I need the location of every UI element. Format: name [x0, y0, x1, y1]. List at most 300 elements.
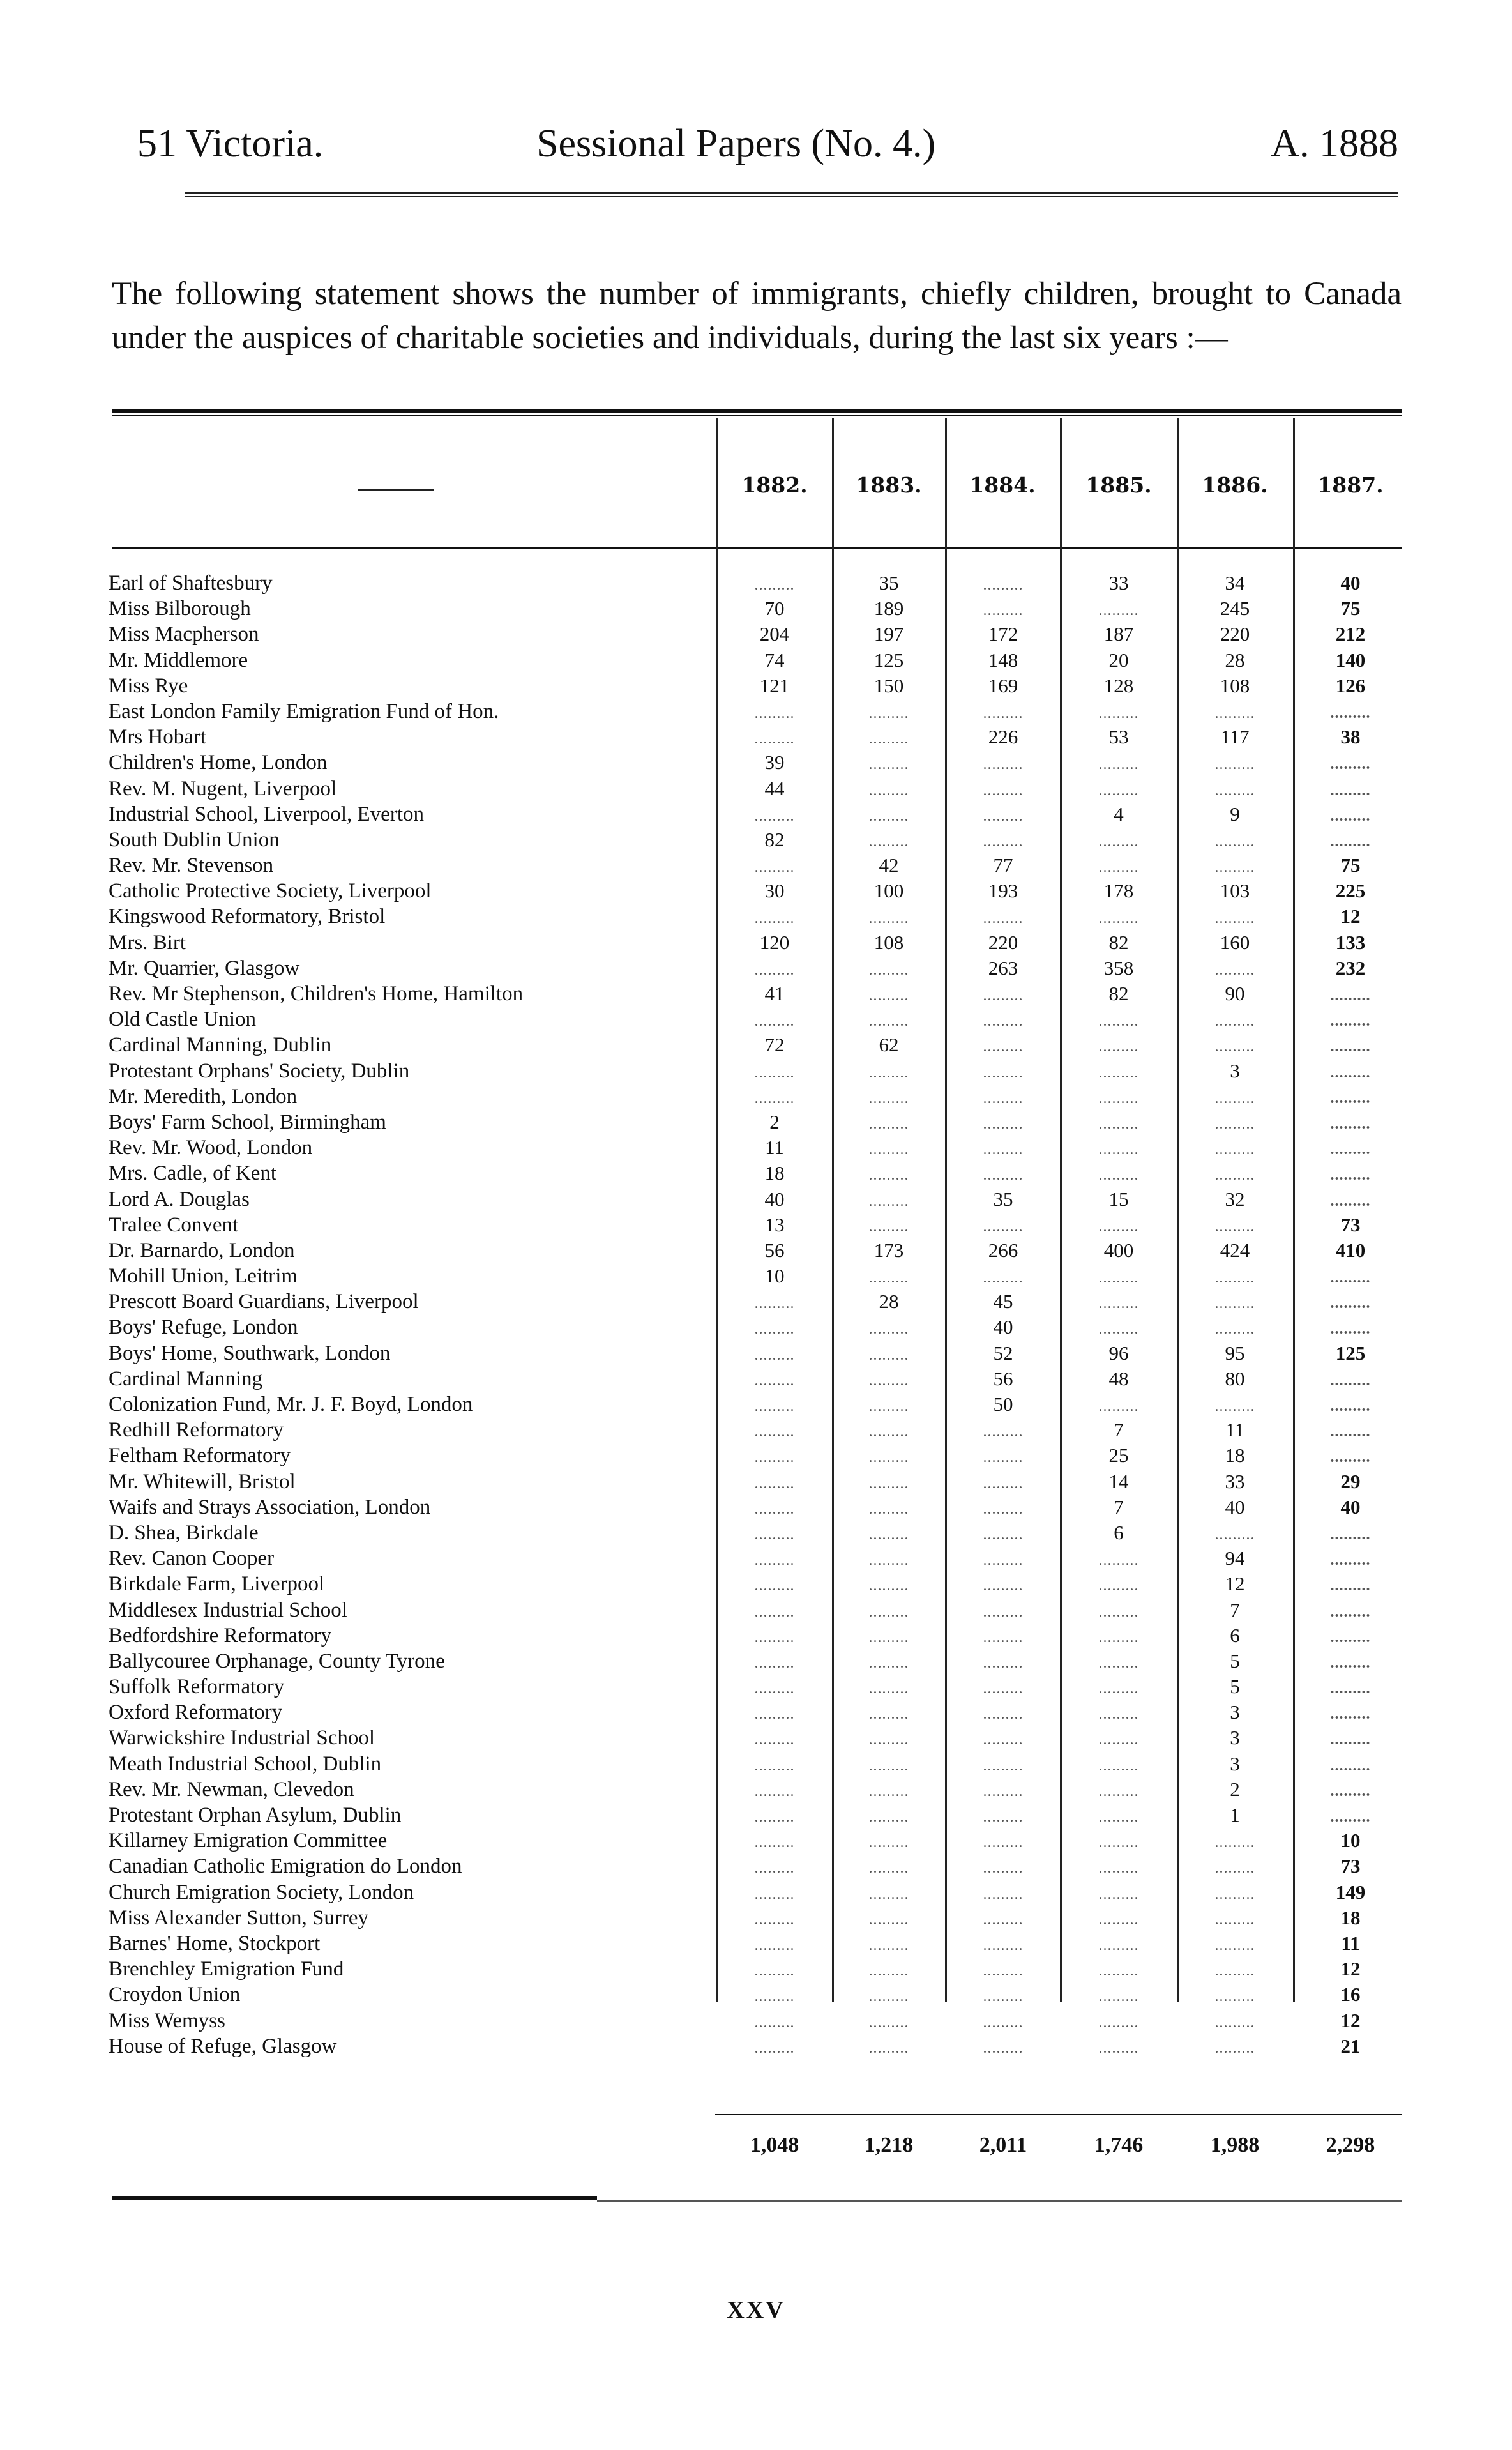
cell-1884: ......... [983, 1654, 1024, 1671]
cell-1884: ......... [983, 1834, 1024, 1852]
cell-1885: ......... [1098, 1552, 1139, 1569]
cell-1883: ......... [868, 1860, 909, 1877]
cell-1885: 14 [1108, 1470, 1129, 1493]
cell-1883: ......... [868, 1963, 909, 1980]
cell-1882: ......... [754, 1834, 795, 1852]
cell-1883: ......... [868, 1372, 909, 1389]
cell-1887: ......... [1330, 1141, 1371, 1159]
cell-1886: ......... [1214, 1885, 1255, 1903]
cell-1882: 204 [759, 623, 790, 646]
cell-1887: 410 [1335, 1238, 1366, 1261]
row-label: Mrs Hobart [109, 726, 207, 749]
cell-1883: 197 [873, 623, 904, 646]
cell-1885: ......... [1098, 1321, 1139, 1338]
bottom-rule-thin [597, 2200, 1402, 2202]
cell-1884: ......... [983, 756, 1024, 773]
cell-1884: ......... [983, 1731, 1024, 1749]
cell-1886: ......... [1214, 782, 1255, 799]
cell-1883: ......... [868, 731, 909, 748]
cell-1883: ......... [868, 1783, 909, 1800]
cell-1884: ......... [983, 1270, 1024, 1287]
cell-1885: ......... [1098, 833, 1139, 850]
cell-1887: ......... [1330, 1039, 1371, 1056]
row-label: Warwickshire Industrial School [109, 1726, 375, 1750]
cell-1885: ......... [1098, 1603, 1139, 1620]
cell-1885: 48 [1108, 1367, 1129, 1390]
cell-1886: ......... [1214, 1321, 1255, 1338]
cell-1883: ......... [868, 1629, 909, 1646]
table-row [109, 776, 1402, 802]
cell-1886: ......... [1214, 1911, 1255, 1928]
cell-1885: 178 [1103, 879, 1134, 902]
row-label: Middlesex Industrial School [109, 1598, 347, 1622]
row-label: Mr. Middlemore [109, 648, 248, 672]
cell-1886: 220 [1220, 623, 1250, 646]
cell-1882: 72 [764, 1033, 785, 1056]
cell-1883: ......... [868, 1500, 909, 1518]
cell-1886: ......... [1214, 2039, 1255, 2057]
cell-1883: 150 [873, 674, 904, 697]
cell-1883: ......... [868, 1398, 909, 1415]
cell-1882: ......... [754, 1424, 795, 1441]
cell-1887: 12 [1340, 2009, 1361, 2032]
cell-1885: ......... [1098, 1963, 1139, 1980]
row-label: Prescott Board Guardians, Liverpool [109, 1290, 419, 1314]
cell-1883: ......... [868, 910, 909, 927]
cell-1882: ......... [754, 1757, 795, 1774]
cell-1883: ......... [868, 1731, 909, 1749]
table-row [109, 1084, 1402, 1109]
cell-1882: ......... [754, 1911, 795, 1928]
cell-1882: ......... [754, 1321, 795, 1338]
cell-1886: 33 [1225, 1470, 1245, 1493]
table-top-rule [112, 409, 1402, 413]
cell-1883: 42 [879, 854, 899, 877]
row-label: Miss Rye [109, 674, 188, 697]
cell-1884: 35 [993, 1187, 1013, 1210]
cell-1887: ......... [1330, 1603, 1371, 1620]
cell-1884: ......... [983, 2039, 1024, 2057]
cell-1884: ......... [983, 1141, 1024, 1159]
cell-1885: ......... [1098, 1834, 1139, 1852]
cell-1887: ......... [1330, 1090, 1371, 1107]
cell-1886: 1 [1230, 1804, 1240, 1826]
table-row [109, 981, 1402, 1007]
cell-1886: ......... [1214, 1090, 1255, 1107]
cell-1886: 3 [1230, 1752, 1240, 1775]
table-row [109, 724, 1402, 750]
cell-1884: ......... [983, 833, 1024, 850]
cell-1886: 3 [1230, 1726, 1240, 1749]
cell-1882: 10 [764, 1265, 785, 1288]
cell-1883: ......... [868, 782, 909, 799]
row-label: Miss Macpherson [109, 623, 259, 646]
cell-1887: ......... [1330, 1706, 1371, 1723]
cell-1885: ......... [1098, 1013, 1139, 1030]
cell-1883: ......... [868, 1141, 909, 1159]
table-row [109, 1263, 1402, 1289]
cell-1887: ......... [1330, 1321, 1371, 1338]
total-1886: 1,988 [1210, 2133, 1260, 2157]
cell-1884: ......... [983, 1629, 1024, 1646]
row-label: Rev. Canon Cooper [109, 1547, 275, 1571]
cell-1885: ......... [1098, 1706, 1139, 1723]
table-row [109, 1623, 1402, 1648]
table-row [109, 802, 1402, 827]
table-row [109, 1905, 1402, 1931]
cell-1882: 30 [764, 879, 785, 902]
cell-1885: ......... [1098, 1757, 1139, 1774]
column-header-1886: 1886. [1202, 473, 1268, 498]
total-1883: 1,218 [864, 2133, 914, 2157]
cell-1885: ......... [1098, 1270, 1139, 1287]
cell-1885: 82 [1108, 982, 1129, 1005]
cell-1887: 140 [1335, 648, 1366, 671]
cell-1886: 80 [1225, 1367, 1245, 1390]
row-label: Miss Bilborough [109, 597, 251, 621]
cell-1882: ......... [754, 1449, 795, 1466]
table-row [109, 648, 1402, 673]
cell-1887: ......... [1330, 1424, 1371, 1441]
row-label: Mrs. Cadle, of Kent [109, 1162, 277, 1185]
table-row [109, 1135, 1402, 1160]
table-row [109, 699, 1402, 724]
cell-1886: ......... [1214, 1167, 1255, 1184]
cell-1883: ......... [868, 2039, 909, 2057]
cell-1885: ......... [1098, 2039, 1139, 2057]
table-row [109, 1392, 1402, 1417]
table-row [109, 1443, 1402, 1468]
row-label: Rev. Mr. Wood, London [109, 1136, 313, 1160]
cell-1887: ......... [1330, 1270, 1371, 1287]
cell-1887: 75 [1340, 854, 1361, 877]
cell-1883: ......... [868, 1192, 909, 1210]
table-row [109, 1058, 1402, 1084]
table-row [109, 853, 1402, 878]
cell-1884: 50 [993, 1393, 1013, 1415]
cell-1886: ......... [1214, 1141, 1255, 1159]
cell-1885: 6 [1114, 1521, 1124, 1544]
cell-1884: ......... [983, 1526, 1024, 1543]
cell-1883: ......... [868, 1885, 909, 1903]
cell-1885: 7 [1114, 1495, 1124, 1518]
table-row [109, 955, 1402, 981]
row-label: Feltham Reformatory [109, 1444, 291, 1468]
cell-1887: 18 [1340, 1906, 1361, 1929]
cell-1885: ......... [1098, 1783, 1139, 1800]
cell-1884: ......... [983, 1885, 1024, 1903]
cell-1885: 20 [1108, 648, 1129, 671]
cell-1886: ......... [1214, 756, 1255, 773]
row-label: Cardinal Manning [109, 1367, 263, 1390]
cell-1887: 73 [1340, 1213, 1361, 1236]
cell-1882: ......... [754, 1500, 795, 1518]
cell-1882: ......... [754, 1629, 795, 1646]
cell-1884: 193 [988, 879, 1018, 902]
cell-1882: 13 [764, 1213, 785, 1236]
row-label: Church Emigration Society, London [109, 1880, 414, 1904]
row-label: Boys' Farm School, Birmingham [109, 1110, 386, 1134]
header-year: A. 1888 [1271, 122, 1398, 165]
cell-1883: 100 [873, 879, 904, 902]
cell-1882: ......... [754, 1064, 795, 1081]
cell-1883: ......... [868, 1475, 909, 1492]
cell-1883: ......... [868, 1988, 909, 2005]
table-row [109, 1931, 1402, 1956]
cell-1886: 5 [1230, 1649, 1240, 1672]
cell-1882: ......... [754, 1346, 795, 1364]
cell-1886: 32 [1225, 1187, 1245, 1210]
cell-1884: ......... [983, 1809, 1024, 1825]
page-header [137, 121, 1398, 179]
cell-1887: 38 [1340, 726, 1361, 749]
table-row [109, 1648, 1402, 1674]
cell-1883: ......... [868, 1936, 909, 1954]
cell-1884: 77 [993, 854, 1013, 877]
cell-1887: 10 [1340, 1829, 1361, 1852]
cell-1884: 220 [988, 931, 1018, 954]
cell-1884: 226 [988, 726, 1018, 749]
cell-1885: ......... [1098, 1295, 1139, 1312]
cell-1883: 173 [873, 1238, 904, 1261]
cell-1885: ......... [1098, 1578, 1139, 1595]
cell-1886: 12 [1225, 1572, 1245, 1595]
cell-1883: ......... [868, 1090, 909, 1107]
table-header-rule [112, 547, 1402, 549]
row-label: Colonization Fund, Mr. J. F. Boyd, London [109, 1393, 473, 1416]
cell-1882: ......... [754, 961, 795, 978]
cell-1883: ......... [868, 1809, 909, 1825]
cell-1887: 40 [1340, 572, 1361, 594]
cell-1886: ......... [1214, 910, 1255, 927]
cell-1882: ......... [754, 1654, 795, 1671]
cell-1884: ......... [983, 1475, 1024, 1492]
cell-1882: ......... [754, 1731, 795, 1749]
cell-1884: ......... [983, 782, 1024, 799]
row-label: Earl of Shaftesbury [109, 572, 273, 595]
cell-1886: 108 [1220, 674, 1250, 697]
cell-1887: ......... [1330, 1757, 1371, 1774]
cell-1887: ......... [1330, 1731, 1371, 1749]
cell-1883: ......... [868, 1526, 909, 1543]
cell-1887: ......... [1330, 1809, 1371, 1825]
cell-1884: ......... [983, 1578, 1024, 1595]
table-row [109, 878, 1402, 904]
table-row [109, 1520, 1402, 1546]
table-row [109, 621, 1402, 647]
cell-1885: 15 [1108, 1187, 1129, 1210]
row-label: Redhill Reformatory [109, 1419, 284, 1442]
cell-1887: ......... [1330, 1654, 1371, 1671]
cell-1882: ......... [754, 2039, 795, 2057]
table-row [109, 1546, 1402, 1571]
cell-1882: ......... [754, 731, 795, 748]
cell-1884: ......... [983, 1757, 1024, 1774]
cell-1884: 52 [993, 1341, 1013, 1364]
cell-1887: ......... [1330, 1449, 1371, 1466]
cell-1882: 41 [764, 982, 785, 1005]
table-row [109, 1341, 1402, 1366]
cell-1883: ......... [868, 1424, 909, 1441]
cell-1887: 12 [1340, 905, 1361, 928]
row-label: Dr. Barnardo, London [109, 1238, 295, 1262]
cell-1885: ......... [1098, 1398, 1139, 1415]
column-header-1883: 1883. [856, 473, 922, 498]
cell-1886: ......... [1214, 1963, 1255, 1980]
table-row [109, 1777, 1402, 1802]
cell-1884: ......... [983, 1706, 1024, 1723]
cell-1882: 56 [764, 1238, 785, 1261]
cell-1884: ......... [983, 1552, 1024, 1569]
cell-1886: ......... [1214, 1398, 1255, 1415]
page-number: XXV [727, 2297, 785, 2324]
row-label: Lord A. Douglas [109, 1187, 250, 1211]
table-row [109, 1956, 1402, 1982]
cell-1883: 35 [879, 572, 899, 594]
cell-1882: ......... [754, 1475, 795, 1492]
row-label: Brenchley Emigration Fund [109, 1958, 344, 1981]
cell-1882: ......... [754, 1603, 795, 1620]
cell-1885: ......... [1098, 1064, 1139, 1081]
cell-1882: ......... [754, 1809, 795, 1825]
table-row [109, 1853, 1402, 1879]
cell-1882: 2 [769, 1110, 780, 1133]
cell-1884: ......... [983, 1936, 1024, 1954]
cell-1884: ......... [983, 1860, 1024, 1877]
table-row [109, 1880, 1402, 1905]
cell-1883: 28 [879, 1290, 899, 1313]
row-label: Children's Home, London [109, 751, 328, 775]
cell-1886: 40 [1225, 1495, 1245, 1518]
cell-1882: ......... [754, 577, 795, 593]
cell-1887: ......... [1330, 1115, 1371, 1132]
table-row [109, 1982, 1402, 2007]
row-label: Ballycouree Orphanage, County Tyrone [109, 1649, 445, 1673]
cell-1887: ......... [1330, 1629, 1371, 1646]
cell-1884: ......... [983, 1988, 1024, 2005]
row-label: Birkdale Farm, Liverpool [109, 1572, 325, 1596]
cell-1887: ......... [1330, 1013, 1371, 1030]
cell-1886: 160 [1220, 931, 1250, 954]
table-row [109, 930, 1402, 955]
cell-1885: 358 [1103, 956, 1134, 979]
cell-1886: ......... [1214, 1860, 1255, 1877]
cell-1886: ......... [1214, 1270, 1255, 1287]
cell-1883: ......... [868, 987, 909, 1004]
cell-1886: 424 [1220, 1238, 1250, 1261]
cell-1882: ......... [754, 1988, 795, 2005]
cell-1887: 40 [1340, 1495, 1361, 1518]
table-row [109, 1700, 1402, 1725]
column-header-1885: 1885. [1085, 473, 1152, 498]
cell-1886: 95 [1225, 1341, 1245, 1364]
cell-1887: ......... [1330, 1192, 1371, 1210]
cell-1882: ......... [754, 1372, 795, 1389]
cell-1886: 3 [1230, 1701, 1240, 1724]
table-row [109, 2008, 1402, 2034]
cell-1886: 7 [1230, 1598, 1240, 1621]
row-label: Meath Industrial School, Dublin [109, 1752, 382, 1776]
cell-1887: 12 [1340, 1958, 1361, 1981]
cell-1882: ......... [754, 2014, 795, 2031]
cell-1884: ......... [983, 987, 1024, 1004]
cell-1885: 187 [1103, 623, 1134, 646]
cell-1883: ......... [868, 961, 909, 978]
cell-1884: 56 [993, 1367, 1013, 1390]
cell-1886: ......... [1214, 1039, 1255, 1056]
table-row [109, 1314, 1402, 1340]
row-label: Oxford Reformatory [109, 1701, 283, 1724]
cell-1882: ......... [754, 1398, 795, 1415]
cell-1887: 232 [1335, 956, 1366, 979]
cell-1882: ......... [754, 1706, 795, 1723]
row-label: Boys' Home, Southwark, London [109, 1341, 391, 1365]
cell-1882: ......... [754, 1526, 795, 1543]
cell-1884: ......... [983, 1500, 1024, 1518]
cell-1883: ......... [868, 704, 909, 722]
cell-1885: 53 [1108, 726, 1129, 749]
total-1884: 2,011 [979, 2133, 1027, 2157]
table-row [109, 1725, 1402, 1751]
header-papers: Sessional Papers (No. 4.) [536, 122, 936, 165]
row-label: Rev. Mr. Stevenson [109, 854, 274, 878]
row-label: Miss Wemyss [109, 2009, 225, 2032]
table-row [109, 1495, 1402, 1520]
row-label: Industrial School, Liverpool, Everton [109, 802, 424, 826]
cell-1887: ......... [1330, 1783, 1371, 1800]
cell-1882: ......... [754, 1578, 795, 1595]
cell-1885: ......... [1098, 910, 1139, 927]
cell-1885: ......... [1098, 602, 1139, 620]
row-label: House of Refuge, Glasgow [109, 2034, 337, 2058]
table-row [109, 1469, 1402, 1495]
cell-1883: ......... [868, 1757, 909, 1774]
bottom-rule [112, 2196, 597, 2200]
cell-1884: ......... [983, 807, 1024, 825]
table-row [109, 1160, 1402, 1186]
cell-1886: ......... [1214, 1988, 1255, 2005]
table-row [109, 1597, 1402, 1623]
cell-1885: 128 [1103, 674, 1134, 697]
cell-1885: ......... [1098, 1167, 1139, 1184]
cell-1887: ......... [1330, 1680, 1371, 1698]
table-row [109, 1032, 1402, 1058]
cell-1883: ......... [868, 807, 909, 825]
cell-1882: ......... [754, 859, 795, 876]
cell-1883: 108 [873, 931, 904, 954]
cell-1885: ......... [1098, 782, 1139, 799]
row-label: Old Castle Union [109, 1008, 256, 1031]
cell-1884: ......... [983, 1064, 1024, 1081]
cell-1886: ......... [1214, 1013, 1255, 1030]
row-label: Kingswood Reformatory, Bristol [109, 905, 386, 929]
cell-1885: ......... [1098, 1885, 1139, 1903]
column-header-1887: 1887. [1317, 473, 1384, 498]
cell-1887: ......... [1330, 782, 1371, 799]
row-label: Boys' Refuge, London [109, 1316, 298, 1339]
cell-1887: ......... [1330, 807, 1371, 825]
cell-1882: 44 [764, 777, 785, 800]
cell-1887: ......... [1330, 1372, 1371, 1389]
table-row [109, 904, 1402, 929]
cell-1883: ......... [868, 1218, 909, 1235]
row-label: Canadian Catholic Emigration do London [109, 1855, 462, 1878]
cell-1883: ......... [868, 1064, 909, 1081]
cell-1886: 6 [1230, 1624, 1240, 1647]
cell-1883: ......... [868, 1834, 909, 1852]
cell-1886: 103 [1220, 879, 1250, 902]
cell-1884: ......... [983, 1424, 1024, 1441]
